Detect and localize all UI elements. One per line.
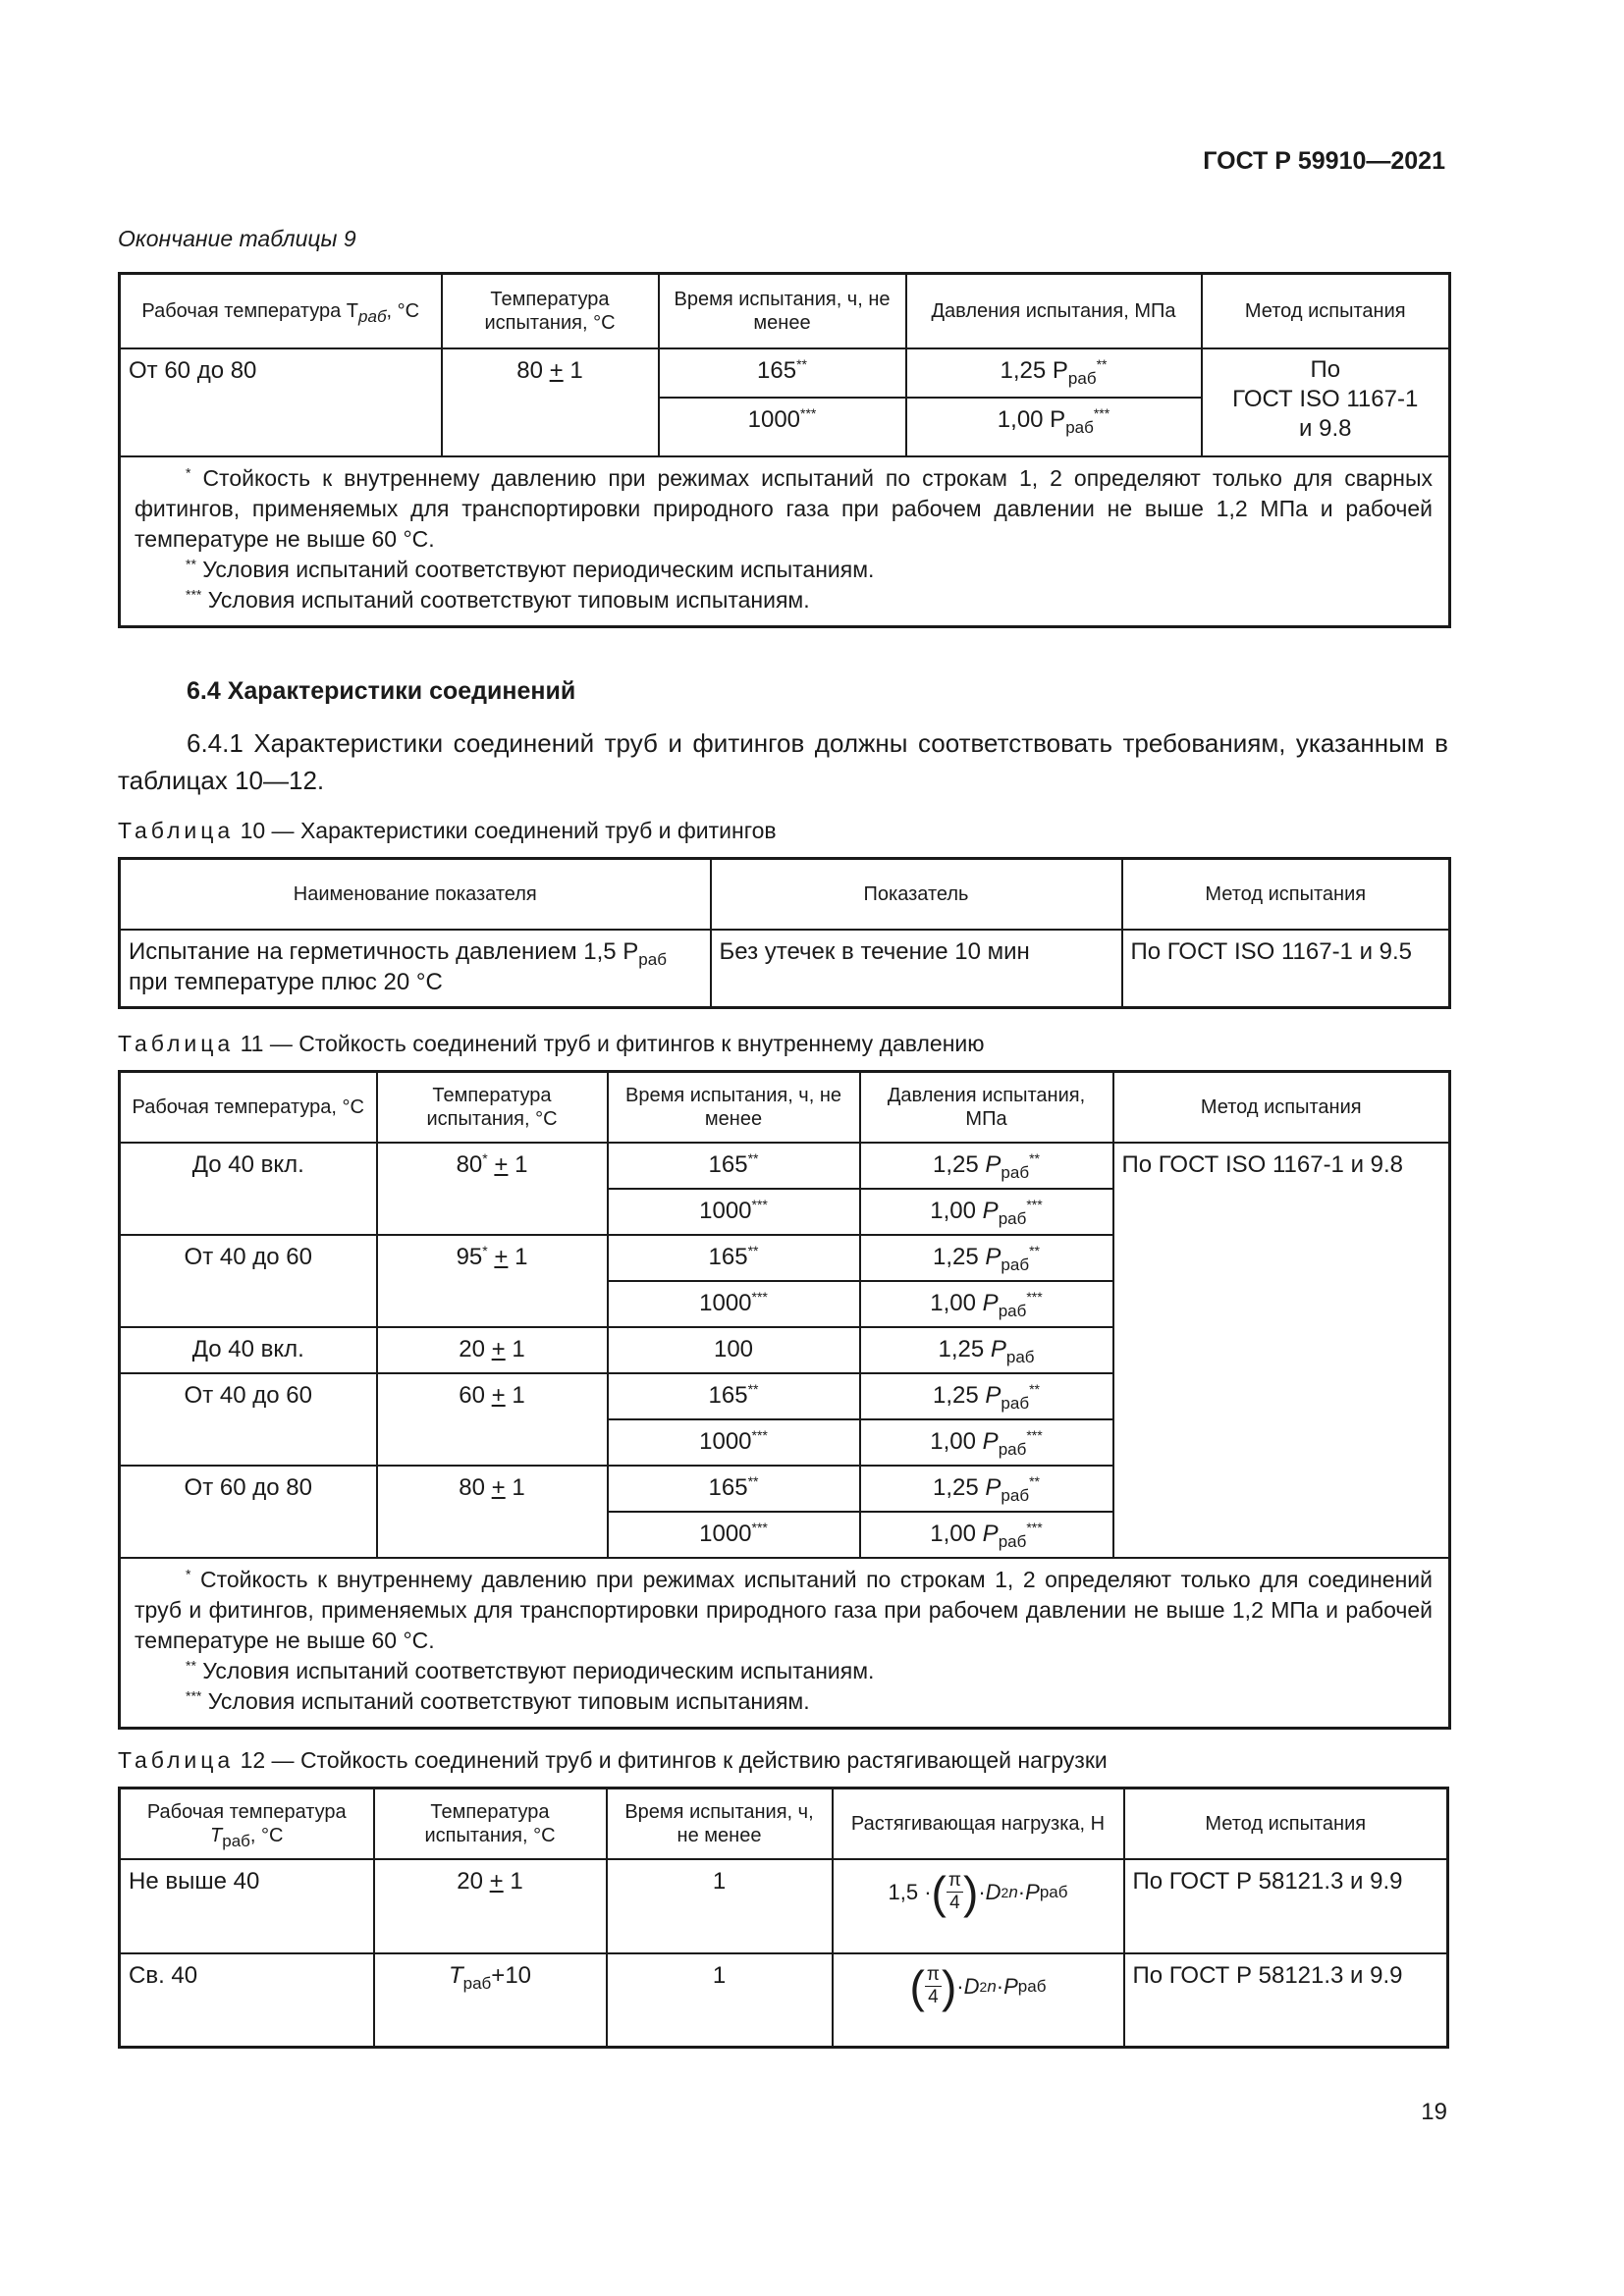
t9-header-test-temp: Температура испытания, °С (442, 274, 659, 348)
t11-note-2: ** Условия испытаний соответствуют периодическим испытаниям. (186, 1656, 875, 1683)
table11-caption: Таблица 11 — Стойкость соединений труб и фитингов к внутреннему давлению (118, 1031, 985, 1056)
t12-row1-method: По ГОСТ Р 58121.3 и 9.9 (1124, 1859, 1448, 1953)
section-paragraph: 6.4.1 Характеристики соединений труб и фитингов должны соответствовать требованиям, указанным в таблицах 10—12. (118, 728, 1448, 795)
table12-caption: Таблица 12 — Стойкость соединений труб и фитингов к действию растягивающей нагрузки (118, 1747, 1108, 1773)
t10-header-value: Показатель (711, 859, 1122, 930)
t11-time: 1000*** (608, 1281, 860, 1327)
t11-pressure: 1,25 $P_{раб}^{**}$ (860, 1235, 1113, 1281)
t9-note-1: * Стойкость к внутреннему давлению при режимах испытаний по строкам 1, 2 определяют только для сварных фитингов, применяемых для транспортировки природного газа при рабочем давлении не выше 1,2 МПа и рабочей температуре не выше 60 °С. (135, 463, 1433, 552)
t12-header-method: Метод испытания (1124, 1789, 1448, 1859)
t11-body (120, 1143, 1450, 1558)
table9-continuation (118, 272, 1451, 628)
t11-work-temp: От 60 до 80 (120, 1466, 377, 1558)
t9-header-pressure: Давления испытания, МПа (906, 274, 1202, 348)
t11-pressure: 1,25 $P_{раб}^{**}$ (860, 1143, 1113, 1189)
page-number: 19 (1421, 2099, 1447, 2125)
t9-time-2: 1000*** (659, 398, 906, 456)
t10-method: По ГОСТ ISO 1167-1 и 9.5 (1122, 930, 1450, 1008)
document-code: ГОСТ Р 59910—2021 (1203, 147, 1445, 175)
t11-test-temp: 60 + 1 (377, 1373, 608, 1466)
t12-row1-load-formula: 1,5 · ( $\frac{\pi}{4}$ ) · D 2 n · P раб (833, 1859, 1124, 1953)
t11-header-work-temp: Рабочая температура, °С (120, 1072, 377, 1143)
t11-work-temp: От 40 до 60 (120, 1373, 377, 1466)
t9-note-2: ** Условия испытаний соответствуют периодическим испытаниям. (186, 555, 875, 582)
t11-test-temp: 80 + 1 (377, 1466, 608, 1558)
t11-test-temp: 20 + 1 (377, 1327, 608, 1373)
t11-time: 1000*** (608, 1189, 860, 1235)
t12-header-load: Растягивающая нагрузка, Н (833, 1789, 1124, 1859)
t11-time: 1000*** (608, 1419, 860, 1466)
t11-pressure: 1,00 $P_{раб}^{***}$ (860, 1512, 1113, 1558)
t9-header-method: Метод испытания (1202, 274, 1450, 348)
table9-continuation-caption: Окончание таблицы 9 (118, 226, 356, 251)
t12-row1-time: 1 (607, 1859, 833, 1953)
t12-row2-work-temp: Св. 40 (120, 1953, 374, 2048)
t11-header-method: Метод испытания (1113, 1072, 1450, 1143)
t11-work-temp: До 40 вкл. (120, 1327, 377, 1373)
t11-pressure: 1,00 $P_{раб}^{***}$ (860, 1281, 1113, 1327)
t10-header-method: Метод испытания (1122, 859, 1450, 930)
t11-pressure: 1,25 $P_{раб}^{**}$ (860, 1373, 1113, 1419)
t9-pressure-1: 1,25 $P_{раб}^{**}$ (906, 348, 1202, 398)
t11-note-1: * Стойкость к внутреннему давлению при режимах испытаний по строкам 1, 2 определяют только для соединений труб и фитингов, применяемых для транспортировки природного газа при рабочем давлении не выше 1,2 МПа и рабочей температуре не выше 60 °С. (135, 1565, 1433, 1653)
t9-work-temp: От 60 до 80 (120, 348, 442, 456)
section-heading: 6.4 Характеристики соединений (187, 677, 576, 705)
t9-header-work-temp: Рабочая температура $T_{раб}$, °С (120, 274, 442, 348)
t12-row2-test-temp: $T_{раб}+10$ (374, 1953, 607, 2048)
t11-test-temp: 80* + 1 (377, 1143, 608, 1235)
t9-header-time: Время испытания, ч, не менее (659, 274, 906, 348)
t11-header-test-temp: Температура испытания, °С (377, 1072, 608, 1143)
t11-note-3: *** Условия испытаний соответствуют типовым испытаниям. (186, 1686, 810, 1714)
table11 (118, 1070, 1451, 1730)
t12-header-work-temp: Рабочая температура $T_{раб}$, °С (120, 1789, 374, 1859)
t11-test-temp: 95* + 1 (377, 1235, 608, 1327)
t10-value: Без утечек в течение 10 мин (711, 930, 1122, 1008)
t9-method: По ГОСТ ISO 1167-1 и 9.8 (1202, 348, 1450, 456)
table12 (118, 1787, 1449, 2049)
table10-caption: Таблица 10 — Характеристики соединений труб и фитингов (118, 818, 777, 843)
t11-work-temp: От 40 до 60 (120, 1235, 377, 1327)
t11-time: 165** (608, 1466, 860, 1512)
t9-pressure-2: 1,00 $P_{раб}^{***}$ (906, 398, 1202, 456)
t9-notes (120, 456, 1450, 627)
t11-pressure: 1,25 $P_{раб}$ (860, 1327, 1113, 1373)
t11-method: По ГОСТ ISO 1167-1 и 9.8 (1113, 1143, 1450, 1558)
t11-pressure: 1,25 $P_{раб}^{**}$ (860, 1466, 1113, 1512)
t12-row1-test-temp: 20 + 1 (374, 1859, 607, 1953)
t12-row2-method: По ГОСТ Р 58121.3 и 9.9 (1124, 1953, 1448, 2048)
t12-header-time: Время испытания, ч, не менее (607, 1789, 833, 1859)
t11-pressure: 1,00 $P_{раб}^{***}$ (860, 1419, 1113, 1466)
t11-header-time: Время испытания, ч, не менее (608, 1072, 860, 1143)
t9-note-3: *** Условия испытаний соответствуют типовым испытаниям. (186, 585, 810, 613)
t11-time: 165** (608, 1235, 860, 1281)
table10 (118, 857, 1451, 1009)
t11-time: 165** (608, 1373, 860, 1419)
t10-name: Испытание на герметичность давлением 1,5 $P_{раб}$ при температуре плюс 20 °С (120, 930, 711, 1008)
t11-header-pressure: Давления испытания, МПа (860, 1072, 1113, 1143)
t12-row2-load-formula: ( $\frac{\pi}{4}$ ) · D 2 n · P раб (833, 1953, 1124, 2048)
t12-row2-time: 1 (607, 1953, 833, 2048)
t11-notes (120, 1558, 1450, 1729)
t10-header-name: Наименование показателя (120, 859, 711, 930)
t9-test-temp: 80 + 1 (442, 348, 659, 456)
t11-work-temp: До 40 вкл. (120, 1143, 377, 1235)
t11-row (120, 1143, 1450, 1189)
t11-time: 1000*** (608, 1512, 860, 1558)
t11-time: 165** (608, 1143, 860, 1189)
t11-pressure: 1,00 $P_{раб}^{***}$ (860, 1189, 1113, 1235)
t12-row1-work-temp: Не выше 40 (120, 1859, 374, 1953)
t12-header-test-temp: Температура испытания, °С (374, 1789, 607, 1859)
t11-time: 100 (608, 1327, 860, 1373)
t9-time-1: 165** (659, 348, 906, 398)
